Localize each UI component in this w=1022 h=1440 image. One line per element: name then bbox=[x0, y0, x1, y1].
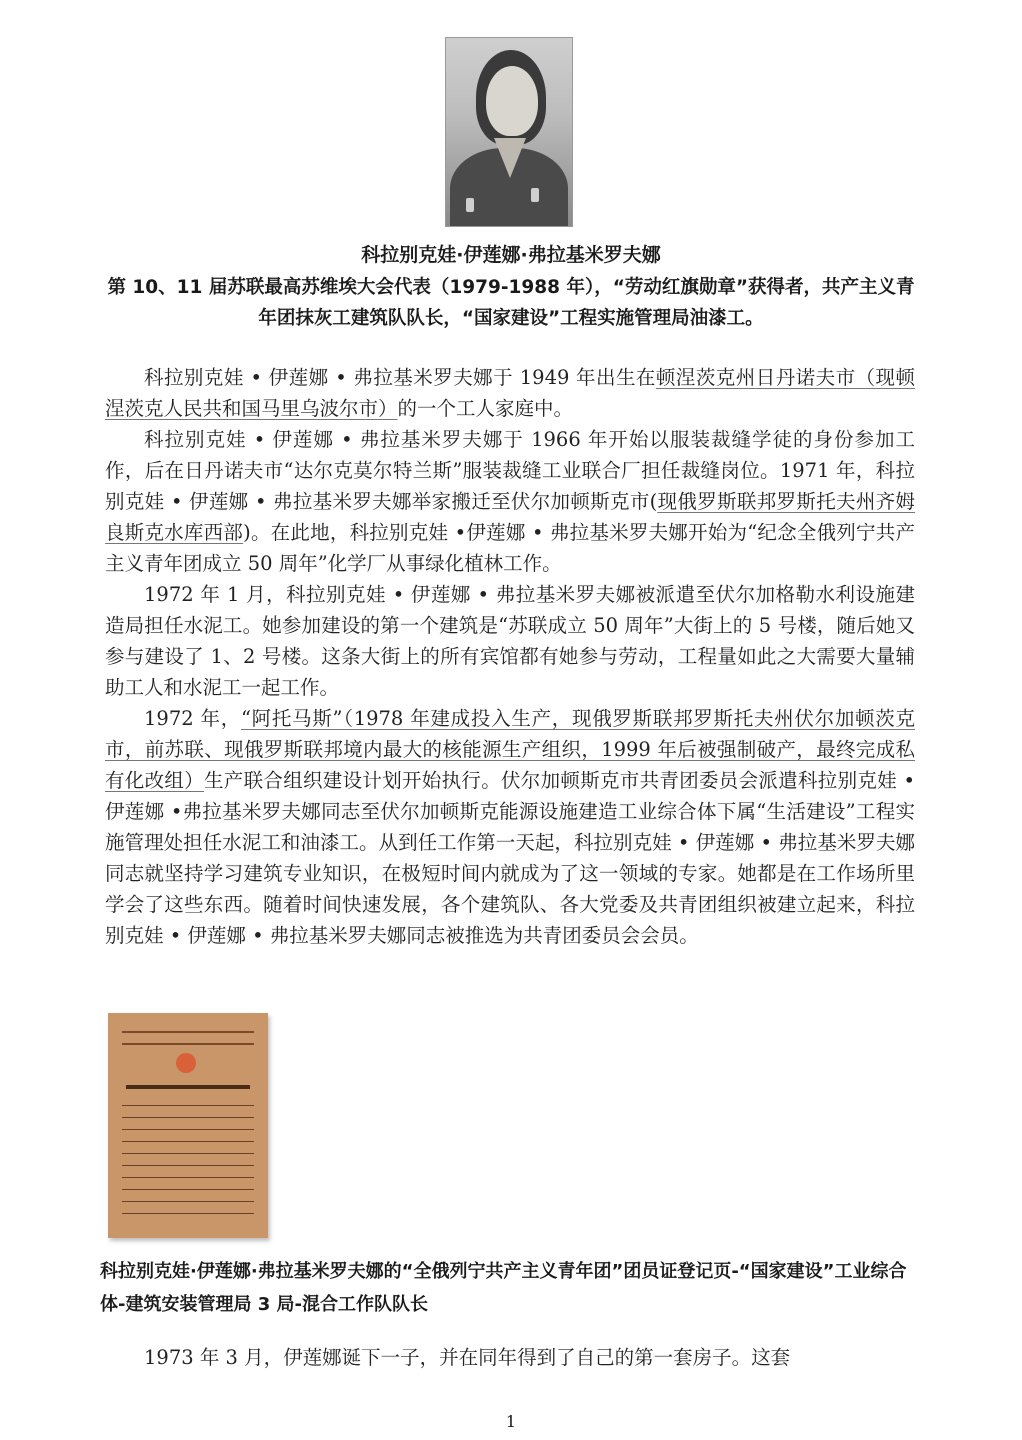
paragraph-1972-atommash bbox=[105, 703, 915, 951]
text-run: 1972 年 1 月，科拉别克娃 • 伊莲娜 • 弗拉基米罗夫娜被派遣至伏尔加格勒水利设施建造局担任水泥工。她参加建设的第一个建筑是“苏联成立 50 周年”大街上的 5 号楼，随后她又参与建设了 1、2 号楼。这条大街上的所有宾馆都有她参与劳动，工程量如此之大需要大量辅助工人和水泥工一起工作。 bbox=[105, 583, 915, 699]
komsomol-card-image bbox=[108, 1013, 268, 1238]
card-heading bbox=[126, 1085, 250, 1089]
person-subtitle: 第 10、11 届苏联最高苏维埃大会代表（1979-1988 年），“劳动红旗勋章”获得者，共产主义青年团抹灰工建筑队队长，“国家建设”工程实施管理局油漆工。 bbox=[107, 277, 915, 329]
underlined-place: 现俄罗斯联邦罗斯托夫州齐姆良斯克水库西部 bbox=[105, 490, 915, 544]
paragraph-birth bbox=[105, 362, 915, 424]
card-line bbox=[122, 1213, 254, 1214]
lenin-emblem-icon bbox=[176, 1053, 196, 1073]
underlined-place: 顿涅茨克州日丹诺夫市（现顿涅茨克人民共和国马里乌波尔市） bbox=[105, 366, 915, 420]
card-line bbox=[122, 1201, 254, 1202]
portrait-photo bbox=[445, 37, 573, 227]
page-number: 1 bbox=[505, 1412, 517, 1431]
text-run: 科拉别克娃 • 伊莲娜 • 弗拉基米罗夫娜于 1949 年出生在 bbox=[144, 366, 656, 389]
photo-face bbox=[486, 66, 538, 136]
text-run: 的一个工人家庭中。 bbox=[397, 397, 574, 420]
text-run: 1972 年， bbox=[144, 707, 241, 730]
biography-continued bbox=[105, 1342, 915, 1373]
card-line bbox=[122, 1117, 254, 1118]
paragraph-1972-january bbox=[105, 579, 915, 703]
text-run: )。在此地，科拉别克娃 •伊莲娜 • 弗拉基米罗夫娜开始为“纪念全俄列宁共产主义青年团成立 50 周年”化学厂从事绿化植林工作。 bbox=[105, 521, 915, 575]
card-line bbox=[122, 1165, 254, 1166]
biography-body bbox=[105, 362, 915, 951]
person-name-title: 科拉别克娃·伊莲娜·弗拉基米罗夫娜 bbox=[361, 244, 661, 266]
medal-icon bbox=[531, 188, 539, 202]
paragraph-early-work bbox=[105, 424, 915, 579]
card-line bbox=[122, 1153, 254, 1154]
underlined-organization: “阿托马斯”（1978 年建成投入生产，现俄罗斯联邦罗斯托夫州伏尔加顿茨克市，前苏联、现俄罗斯联邦境内最大的核能源生产组织，1999 年后被强制破产，最终完成私有化改组） bbox=[105, 707, 915, 792]
medal-icon bbox=[466, 198, 474, 212]
text-run: 科拉别克娃 • 伊莲娜 • 弗拉基米罗夫娜于 1966 年开始以服装裁缝学徒的身份参加工作，后在日丹诺夫市“达尔克莫尔特兰斯”服装裁缝工业联合厂担任裁缝岗位。1971 年，科拉别克娃 • 伊莲娜 • 弗拉基米罗夫娜举家搬迁至伏尔加顿斯克市( bbox=[105, 428, 915, 513]
card-caption: 科拉别克娃·伊莲娜·弗拉基米罗夫娜的“全俄列宁共产主义青年团”团员证登记页-“国家建设”工业综合体-建筑安装管理局 3 局-混合工作队队长 bbox=[100, 1261, 907, 1315]
paragraph-1973: 1973 年 3 月，伊莲娜诞下一子，并在同年得到了自己的第一套房子。这套 bbox=[144, 1346, 791, 1369]
card-line bbox=[122, 1177, 254, 1178]
card-header-band bbox=[122, 1031, 254, 1045]
card-line bbox=[122, 1141, 254, 1142]
text-run: 生产联合组织建设计划开始执行。伏尔加顿斯克市共青团委员会派遣科拉别克娃 •伊莲娜 •弗拉基米罗夫娜同志至伏尔加顿斯克能源设施建造工业综合体下属“生活建设”工程实施管理处担任水泥工和油漆工。从到任工作第一天起，科拉别克娃 • 伊莲娜 • 弗拉基米罗夫娜同志就坚持学习建筑专业知识，在极短时间内就成为了这一领域的专家。她都是在工作场所里学会了这些东西。随着时间快速发展，各个建筑队、各大党委及共青团组织被建立起来，科拉别克娃 • 伊莲娜 • 弗拉基米罗夫娜同志被推选为共青团委员会会员。 bbox=[105, 769, 915, 947]
card-line bbox=[122, 1105, 254, 1106]
card-line bbox=[122, 1189, 254, 1190]
card-line bbox=[122, 1129, 254, 1130]
